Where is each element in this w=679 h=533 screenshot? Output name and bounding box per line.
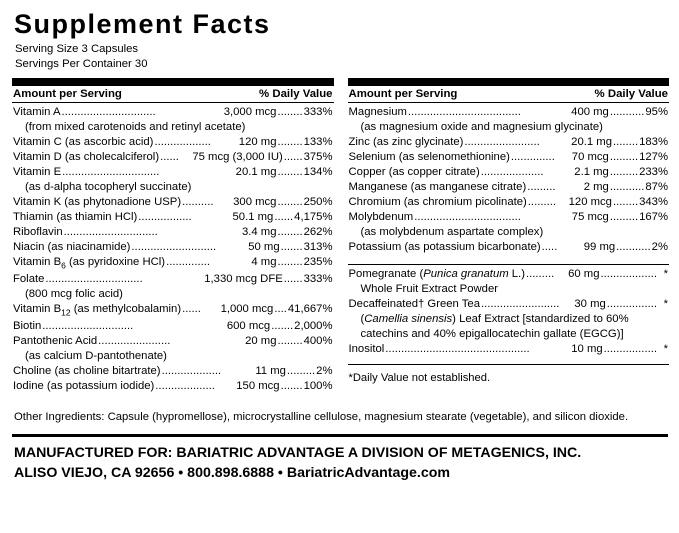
divider-bottom [12,434,668,437]
leader-dots-2: ........ [612,196,639,209]
nutrient-name: Niacin (as niacinamide) [13,241,131,254]
leader-dots: ................. [138,211,192,224]
nutrient-daily-value: 167% [639,211,668,224]
nutrient-amount: 10 mg [571,343,603,356]
leader-dots: ............................... [62,166,160,179]
leader-dots-2: ........ [277,136,303,149]
nutrient-daily-value: 313% [303,241,333,254]
nutrient-row [348,297,670,312]
nutrient-name: Selenium (as selenomethionine) [348,151,510,164]
leader-dots: ............................... [45,272,143,285]
leader-dots-2: ........... [609,181,645,194]
leader-dots-2: ......... [609,151,639,164]
rule-thick-right [348,78,670,86]
brand-website[interactable]: BariatricAdvantage.com [286,465,451,482]
nutrient-row [12,302,334,319]
leader-dots: .................................... [407,106,521,119]
page-title: Supplement Facts [14,9,271,39]
nutrient-amount: 30 mg [574,298,606,311]
servings-per-container: Servings Per Container 30 [15,57,148,70]
nutrient-name: Zinc (as zinc glycinate) [348,136,464,149]
leader-dots-2: ...... [283,151,303,164]
nutrient-subnote: (Camellia sinensis) Leaf Extract [standardized to 60% [360,313,629,326]
leader-dots-2: ........ [277,226,303,239]
nutrient-subnote: Whole Fruit Extract Powder [360,283,498,296]
nutrient-daily-value: 400% [303,334,333,347]
nutrient-daily-value: 2,000% [294,319,333,332]
nutrient-row [348,342,670,357]
nutrient-daily-value: 343% [639,196,668,209]
leader-dots: .............. [166,256,211,269]
leader-dots-2: ....... [280,241,303,254]
leader-dots: ........................... [131,241,217,254]
nutrient-daily-value: 2% [651,241,668,254]
nutrient-amount: 300 mcg [233,196,277,209]
leader-dots-2: .................. [600,268,657,281]
daily-value-label-left: % Daily Value [259,88,333,101]
nutrient-name: Pomegranate (Punica granatum L.) [348,268,525,281]
right-nutrient-rows [348,103,670,255]
leader-dots-2: ......... [609,166,639,179]
nutrient-amount: 75 mcg (3,000 IU) [192,151,283,164]
nutrient-row [12,334,334,349]
nutrient-row [12,364,334,379]
leader-dots-2: ........ [277,106,303,119]
leader-dots-2: ...... [274,211,294,224]
nutrient-daily-value: * [663,268,668,281]
amount-per-serving-label-right: Amount per Serving [348,88,458,101]
nutrient-daily-value: 134% [303,166,333,179]
amount-per-serving-label-left: Amount per Serving [13,88,122,101]
leader-dots-2: ........ [277,256,303,269]
nutrient-name: Choline (as choline bitartrate) [13,364,161,377]
leader-dots: ...... [182,302,201,315]
nutrient-daily-value: 250% [303,196,333,209]
leader-dots: ...... [160,151,179,164]
nutrient-subnote: (as d-alpha tocopheryl succinate) [25,181,192,194]
nutrient-row [12,195,334,210]
leader-dots-2: ................ [606,298,657,311]
nutrient-daily-value: 235% [303,256,333,269]
nutrient-name: Vitamin E [13,166,62,179]
leader-dots-2: ........ [277,196,303,209]
nutrient-row [348,267,670,282]
nutrient-row [12,210,334,225]
leader-dots: .............................................. [385,343,530,356]
nutrient-row [348,165,670,180]
nutrient-name: Iodine (as potassium iodide) [13,379,155,392]
nutrient-name: Folate [13,272,45,285]
leader-dots-2: ........ [277,334,303,347]
leader-dots-2: ................. [603,343,657,356]
leader-dots-2: ........... [609,106,645,119]
nutrient-amount: 1,000 mcg [220,302,274,315]
nutrient-amount: 2.1 mg [574,166,609,179]
leader-dots: ......... [525,268,555,281]
nutrient-amount: 20 mg [245,334,277,347]
nutrient-daily-value: * [663,298,668,311]
nutrient-row [348,210,670,225]
leader-dots-2: ......... [609,211,639,224]
nutrient-subnote: (as calcium D-pantothenate) [25,349,167,362]
leader-dots: .......... [182,196,214,209]
nutrient-amount: 3,000 mcg [223,106,277,119]
leader-dots: .................... [480,166,544,179]
nutrient-amount: 75 mcg [571,211,609,224]
nutrient-row [348,150,670,165]
nutrient-name: Vitamin D (as cholecalciferol) [13,151,160,164]
leader-dots: ........................ [464,136,540,149]
nutrient-row [12,255,334,272]
left-column [12,78,334,393]
leader-dots: ......... [527,196,557,209]
nutrient-daily-value: 2% [316,364,333,377]
leader-dots: ................... [161,364,222,377]
leader-dots-2: .... [274,302,287,315]
nutrient-row [12,135,334,150]
nutrient-name: Molybdenum [348,211,414,224]
leader-dots: ............................. [42,319,134,332]
nutrient-daily-value: 95% [645,106,668,119]
leader-dots-2: ...... [283,272,303,285]
nutrient-amount: 2 mg [583,181,609,194]
nutrient-daily-value: 233% [639,166,668,179]
nutrient-name: Magnesium [348,106,407,119]
nutrient-name: Pantothenic Acid [13,334,98,347]
facts-columns [12,78,669,393]
manufacturer-address-line [12,463,669,483]
nutrient-amount: 400 mg [571,106,609,119]
nutrient-row [12,319,334,334]
nutrient-daily-value: 333% [303,106,333,119]
nutrient-amount: 1,330 mcg DFE [204,272,283,285]
nutrient-row [12,105,334,120]
nutrient-subnote: (800 mcg folic acid) [25,287,123,300]
nutrient-amount: 70 mcg [571,151,609,164]
nutrient-name: Decaffeinated† Green Tea [348,298,480,311]
nutrient-amount: 600 mcg [226,319,271,332]
nutrient-name: Vitamin $B_6$ (as pyridoxine HCl) [13,256,166,271]
nutrient-amount: 11 mg [255,364,286,377]
daily-value-footnote: *Daily Value not established. [348,371,491,384]
leader-dots: .............................. [63,226,158,239]
nutrient-row [12,225,334,240]
leader-dots-2: ........ [277,166,303,179]
manufacturer-address: ALISO VIEJO, CA 92656 • 800.898.6888 • [14,465,287,482]
nutrient-name: Potassium (as potassium bicarbonate) [348,241,541,254]
right-column [348,78,670,393]
nutrient-name: Riboflavin [13,226,63,239]
nutrient-subnote: (as magnesium oxide and magnesium glycinate) [360,121,603,134]
leader-dots: .............................. [61,106,156,119]
nutrient-row [348,195,670,210]
nutrient-daily-value: 333% [303,272,333,285]
leader-dots: ..... [541,241,558,254]
nutrient-daily-value: 183% [639,136,668,149]
leader-dots: .................. [154,136,211,149]
left-nutrient-rows [12,103,334,393]
nutrient-amount: 150 mcg [236,379,280,392]
nutrient-row [12,379,334,394]
nutrient-name: Vitamin A [13,106,61,119]
leader-dots-2: ........... [616,241,651,254]
leader-dots-2: ....... [280,379,303,392]
nutrient-amount: 60 mg [568,268,600,281]
leader-dots: ......... [527,181,556,194]
nutrient-row [348,105,670,120]
nutrient-subnote: catechins and 40% epigallocatechin gallate (EGCG)] [360,328,624,341]
nutrient-name: Vitamin K (as phytonadione USP) [13,196,182,209]
nutrient-amount: 20.1 mg [235,166,277,179]
nutrient-amount: 20.1 mg [571,136,612,149]
nutrient-amount: 120 mg [238,136,277,149]
serving-size: Serving Size 3 Capsules [15,43,139,56]
nutrient-subnote: (from mixed carotenoids and retinyl acetate) [25,121,246,134]
nutrient-name: Manganese (as manganese citrate) [348,181,527,194]
nutrient-daily-value: 262% [303,226,333,239]
nutrient-amount: 50.1 mg [232,211,274,224]
nutrient-daily-value: * [663,343,668,356]
nutrient-row [12,150,334,165]
nutrient-row [12,165,334,180]
nutrient-amount: 4 mg [251,256,277,269]
nutrient-amount: 3.4 mg [241,226,277,239]
nutrient-amount: 99 mg [583,241,616,254]
leader-dots-2: ........ [612,136,639,149]
nutrient-row [348,180,670,195]
nutrient-daily-value: 133% [303,136,333,149]
nutrient-daily-value: 4,175% [294,211,333,224]
nutrient-daily-value: 127% [639,151,668,164]
nutrient-daily-value: 87% [645,181,668,194]
nutrient-subnote: (as molybdenum aspartate complex) [360,226,544,239]
nutrient-row [12,240,334,255]
nutrient-daily-value: 375% [303,151,333,164]
daily-value-label-right: % Daily Value [594,88,668,101]
nutrient-name: Copper (as copper citrate) [348,166,480,179]
leader-dots-2: ....... [271,319,294,332]
rule-thin-right-3 [348,364,670,365]
leader-dots: ......................... [480,298,560,311]
nutrient-amount: 120 mcg [568,196,612,209]
nutrient-name: Vitamin $B_{12}$ (as methylcobalamin) [13,302,182,318]
leader-dots: .................................. [414,211,521,224]
nutrient-row [12,272,334,287]
other-ingredients: Other Ingredients: Capsule (hypromellose), microcrystalline cellulose, magnesium stearate (vegetable), and silicon dioxide. [14,410,629,423]
nutrient-name: Chromium (as chromium picolinate) [348,196,527,209]
right-column-header [348,86,670,102]
manufacturer-line: MANUFACTURED FOR: BARIATRIC ADVANTAGE A DIVISION OF METAGENICS, INC. [14,445,582,462]
nutrient-daily-value: 100% [303,379,333,392]
leader-dots: ....................... [98,334,171,347]
nutrient-name: Vitamin C (as ascorbic acid) [13,136,154,149]
nutrient-name: Inositol [348,343,385,356]
right-botanical-rows [348,265,670,357]
nutrient-name: Thiamin (as thiamin HCl) [13,211,138,224]
left-column-header [12,86,334,102]
leader-dots: ................... [155,379,215,392]
rule-thick-left [12,78,334,86]
nutrient-daily-value: 41,667% [287,302,333,315]
nutrient-row [348,135,670,150]
nutrient-amount: 50 mg [248,241,280,254]
nutrient-name: Biotin [13,319,42,332]
nutrient-row [348,240,670,255]
leader-dots: .............. [510,151,555,164]
leader-dots-2: ......... [286,364,316,377]
